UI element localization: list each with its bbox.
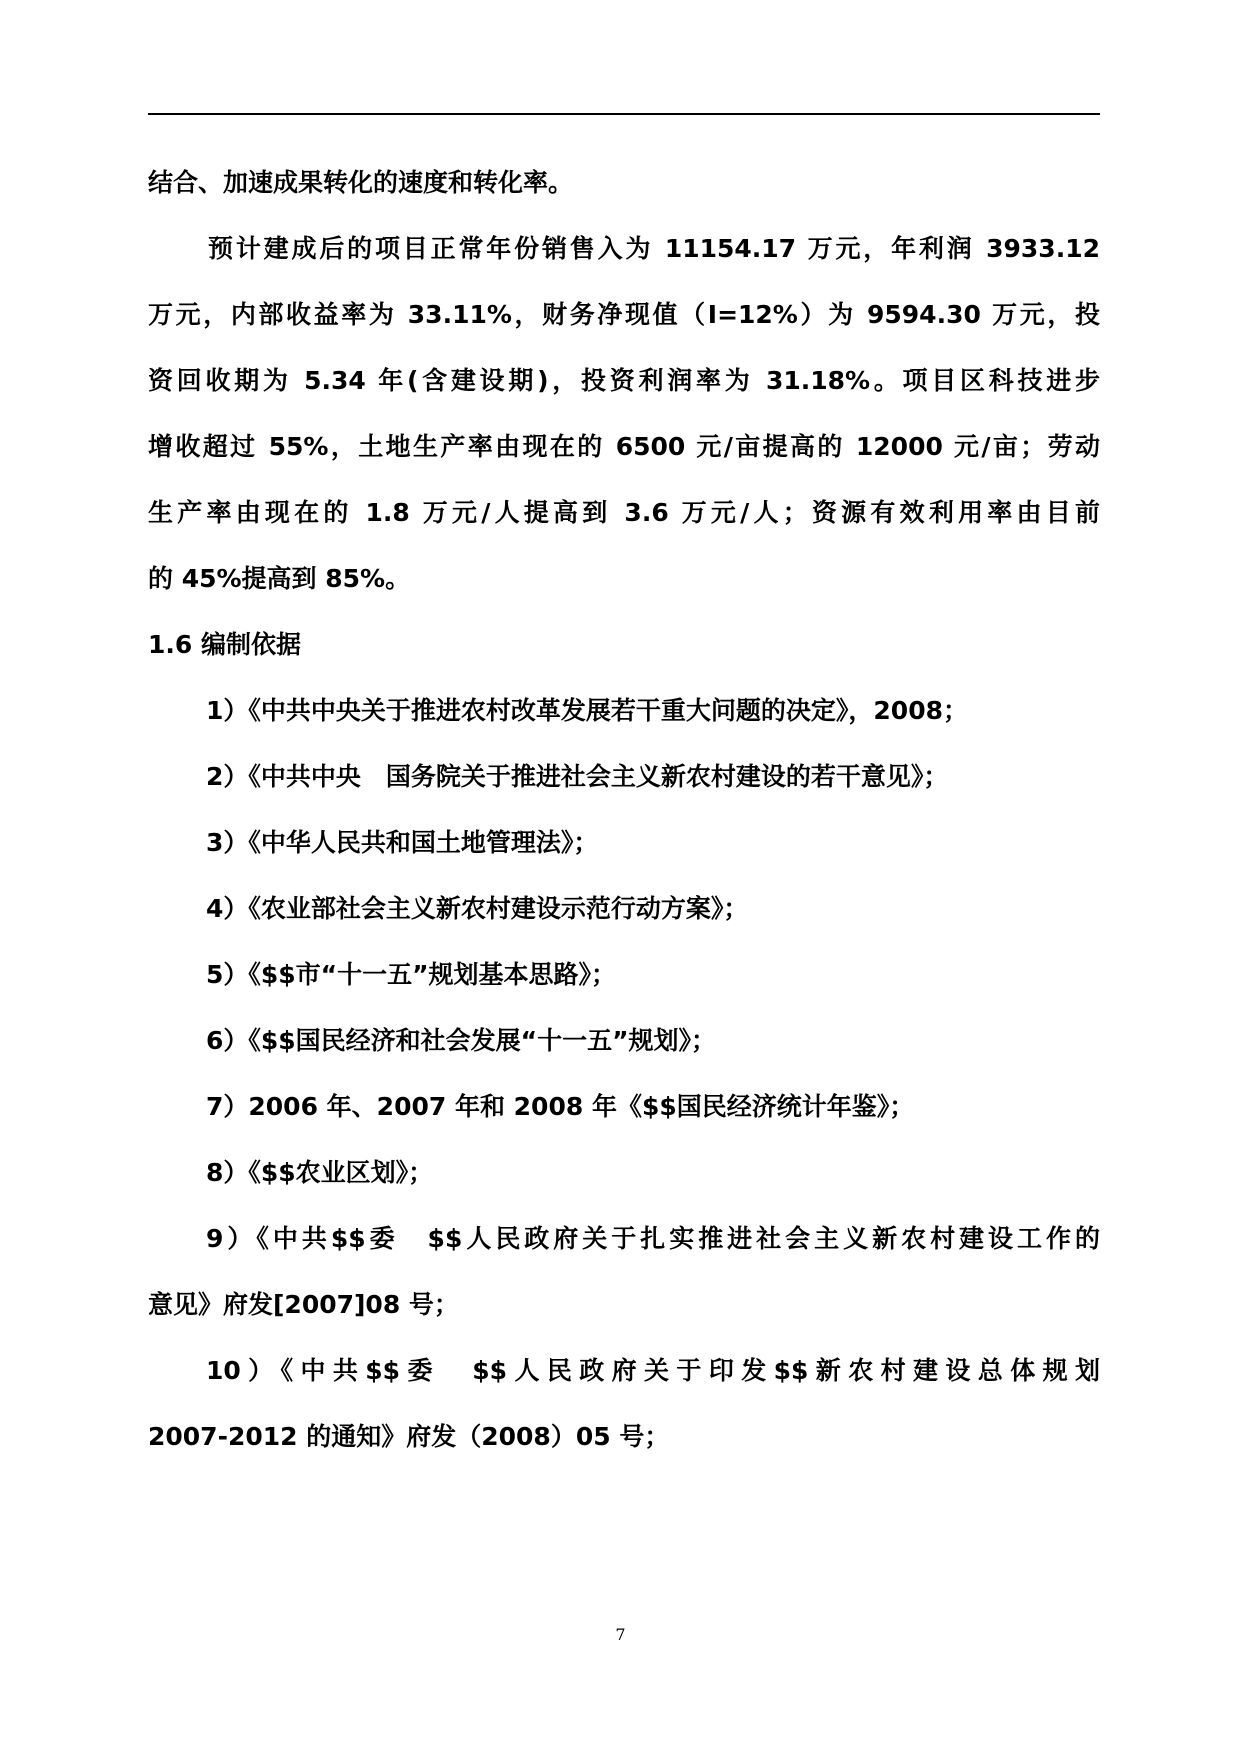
basis-item-3: 3）《中华人民共和国土地管理法》； (206, 828, 599, 857)
economics-line-6: 的 45%提高到 85%。 (148, 564, 411, 593)
basis-item-9-line-2: 意见》府发[2007]08 号； (148, 1290, 459, 1319)
basis-item-9-line-1: 9）《中共$$委 $$人民政府关于扎实推进社会主义新农村建设工作的 (206, 1224, 1100, 1253)
basis-item-6: 6）《$$国民经济和社会发展“十一五”规划》； (206, 1026, 717, 1055)
basis-item-10-line-2: 2007-2012 的通知》府发（2008）05 号； (148, 1422, 670, 1451)
economics-line-3: 资回收期为 5.34 年(含建设期)，投资利润率为 31.18%。项目区科技进步 (148, 366, 1100, 395)
basis-item-10-line-1: 10）《中共$$委 $$人民政府关于印发$$新农村建设总体规划 (206, 1356, 1100, 1385)
paragraph-tail: 结合、加速成果转化的速度和转化率。 (148, 168, 574, 197)
basis-item-8: 8）《$$农业区划》； (206, 1158, 434, 1187)
header-rule (148, 113, 1100, 115)
body-text (148, 150, 1100, 1470)
page-number: 7 (615, 1625, 626, 1644)
basis-item-1: 1）《中共中央关于推进农村改革发展若干重大问题的决定》，2008； (206, 696, 968, 725)
basis-item-4: 4）《农业部社会主义新农村建设示范行动方案》； (206, 894, 749, 923)
basis-item-7: 7）2006 年、2007 年和 2008 年《$$国民经济统计年鉴》； (206, 1092, 915, 1121)
economics-line-4: 增收超过 55%，土地生产率由现在的 6500 元/亩提高的 12000 元/亩；劳动 (148, 432, 1100, 461)
basis-item-5: 5）《$$市“十一五”规划基本思路》； (206, 960, 617, 989)
basis-item-2: 2）《中共中央 国务院关于推进社会主义新农村建设的若干意见》； (206, 762, 949, 791)
economics-line-1: 预计建成后的项目正常年份销售入为 11154.17 万元，年利润 3933.12 (208, 234, 1100, 263)
economics-line-5: 生产率由现在的 1.8 万元/人提高到 3.6 万元/人；资源有效利用率由目前 (148, 498, 1100, 527)
economics-line-2: 万元，内部收益率为 33.11%，财务净现值（I=12%）为 9594.30 万元，投 (148, 300, 1100, 329)
section-heading: 1.6 编制依据 (148, 630, 301, 659)
